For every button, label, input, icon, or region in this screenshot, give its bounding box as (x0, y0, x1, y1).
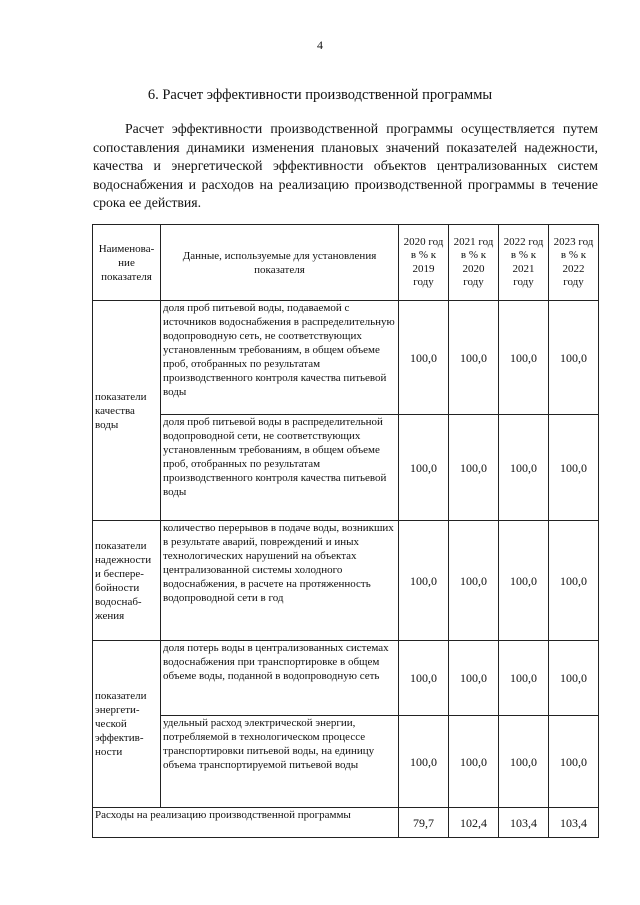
value-cell: 100,0 (499, 301, 549, 415)
cost-row (93, 808, 599, 838)
cost-row-label: Расходы на реализацию производственной программы (93, 808, 399, 838)
table-row (93, 301, 599, 415)
value-cell: 100,0 (499, 521, 549, 641)
group-energy: показатели энергети-ческой эффектив-ности (93, 641, 161, 808)
value-cell: 100,0 (549, 521, 599, 641)
row-description: доля потерь воды в централизованных системах водоснабжения при транспортировке в общем объеме воды, поданной в водопроводную сеть (161, 641, 399, 716)
header-data-used: Данные, используемые для установления показателя (161, 225, 399, 301)
row-description: доля проб питьевой воды, подаваемой с источников водоснабжения в распределительную водопроводную сеть, не соответствующих установленным требованиям, в общем объеме проб, отобранных по результатам производственного контроля качества питьевой воды (161, 301, 399, 415)
table-row (93, 415, 599, 521)
efficiency-table (92, 224, 599, 838)
header-year-2023: 2023 год в % к 2022 году (549, 225, 599, 301)
value-cell: 100,0 (499, 716, 549, 808)
value-cell: 100,0 (399, 521, 449, 641)
value-cell: 103,4 (549, 808, 599, 838)
value-cell: 100,0 (399, 415, 449, 521)
row-description: удельный расход электрической энергии, потребляемой в технологическом процессе транспортировки питьевой воды, на единицу объема транспортируемой питьевой воды (161, 716, 399, 808)
header-indicator-name: Наименова-ние показателя (93, 225, 161, 301)
table-row (93, 521, 599, 641)
value-cell: 103,4 (499, 808, 549, 838)
intro-paragraph: Расчет эффективности производственной программы осуществляется путем сопоставления динамики изменения плановых значений показателей надежности, качества и энергетической эффективности объектов централизованных систем водоснабжения и расходов на реализацию производственной программы в течение срока ее действия. (93, 121, 598, 210)
value-cell: 100,0 (549, 716, 599, 808)
group-quality: показатели качества воды (93, 301, 161, 521)
value-cell: 79,7 (399, 808, 449, 838)
value-cell: 100,0 (549, 415, 599, 521)
header-row (93, 225, 599, 301)
header-year-2020: 2020 год в % к 2019 году (399, 225, 449, 301)
group-reliability: показатели надежности и беспере-бойности водоснаб-жения (93, 521, 161, 641)
page-number: 4 (317, 38, 323, 52)
value-cell: 100,0 (499, 415, 549, 521)
value-cell: 100,0 (549, 301, 599, 415)
value-cell: 100,0 (449, 716, 499, 808)
value-cell: 100,0 (499, 641, 549, 716)
row-description: доля проб питьевой воды в распределительной водопроводной сети, не соответствующих установленным требованиям, в общем объеме проб, отобранных по результатам производственного контроля качества питьевой воды (161, 415, 399, 521)
table-row (93, 641, 599, 716)
value-cell: 100,0 (549, 641, 599, 716)
value-cell: 100,0 (399, 641, 449, 716)
header-year-2021: 2021 год в % к 2020 году (449, 225, 499, 301)
header-year-2022: 2022 год в % к 2021 году (499, 225, 549, 301)
section-heading: 6. Расчет эффективности производственной программы (147, 87, 493, 103)
row-description: количество перерывов в подаче воды, возникших в результате аварий, повреждений и иных технологических нарушений на объектах централизованной системы холодного водоснабжения, в расчете на протяженность водопроводной сети в год (161, 521, 399, 641)
value-cell: 100,0 (449, 521, 499, 641)
value-cell: 100,0 (399, 301, 449, 415)
value-cell: 102,4 (449, 808, 499, 838)
value-cell: 100,0 (399, 716, 449, 808)
value-cell: 100,0 (449, 415, 499, 521)
value-cell: 100,0 (449, 641, 499, 716)
value-cell: 100,0 (449, 301, 499, 415)
table-row (93, 716, 599, 808)
